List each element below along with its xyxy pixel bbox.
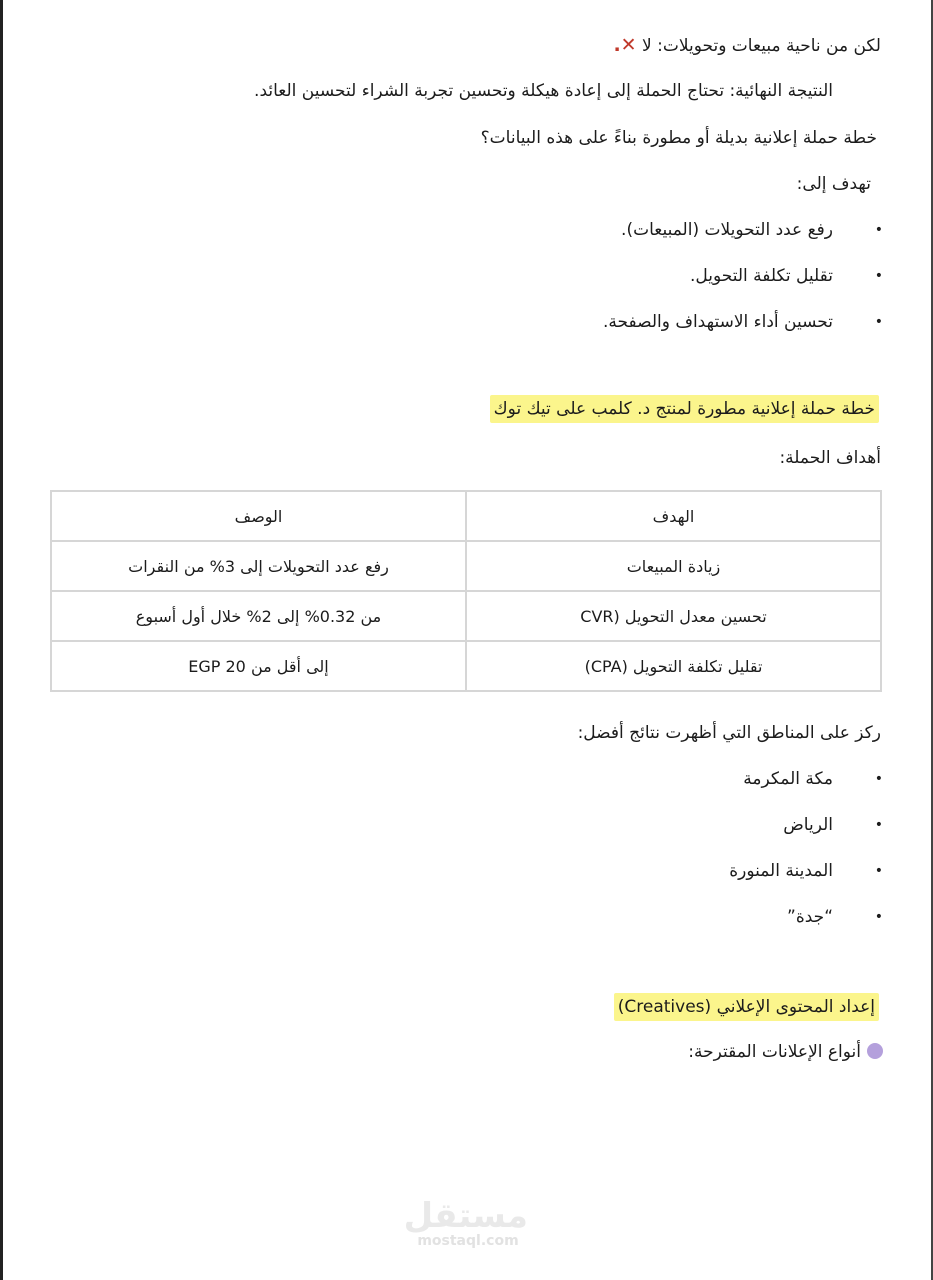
list-item: • “جدة” (729, 905, 833, 929)
table-row (51, 541, 881, 591)
watermark-arabic: مستقل (403, 1196, 528, 1236)
list-item: • تحسين أداء الاستهداف والصفحة. (603, 310, 833, 334)
list-item: • رفع عدد التحويلات (المبيعات). (603, 218, 833, 242)
list-item: • مكة المكرمة (729, 767, 833, 791)
list-item: • تقليل تكلفة التحويل. (603, 264, 833, 288)
ad-types-line: أنواع الإعلانات المقترحة: (688, 1040, 883, 1064)
creatives-heading: إعداد المحتوى الإعلاني (Creatives) (614, 995, 879, 1019)
list-item: • الرياض (729, 813, 833, 837)
goals-table (50, 490, 882, 692)
table-header-row (51, 491, 881, 541)
table-cell: من 0.32% إلى 2% خلال أول أسبوع (51, 591, 466, 641)
watermark-url: mostaql.com (417, 1233, 519, 1249)
table-header-description: الوصف (51, 491, 466, 541)
alt-plan-question: خطة حملة إعلانية بديلة أو مطورة بناءً على هذه البيانات؟ (480, 128, 877, 148)
watermark-logo (403, 1196, 528, 1249)
goals-heading: أهداف الحملة: (779, 448, 881, 468)
table-cell: رفع عدد التحويلات إلى 3% من النقرات (51, 541, 466, 591)
table-header-goal: الهدف (466, 491, 881, 541)
purple-circle-icon (867, 1043, 883, 1059)
final-result-line: النتيجة النهائية: تحتاج الحملة إلى إعادة هيكلة وتحسين تجربة الشراء لتحسين العائد. (254, 81, 833, 101)
red-x-icon: ✕. (613, 34, 637, 56)
regions-heading: ركز على المناطق التي أظهرت نتائج أفضل: (577, 723, 881, 743)
table-cell: تحسين معدل التحويل (CVR (466, 591, 881, 641)
table-cell: إلى أقل من EGP 20 (51, 641, 466, 691)
table-row (51, 591, 881, 641)
aims-heading: تهدف إلى: (796, 174, 871, 194)
table-cell: تقليل تكلفة التحويل (CPA) (466, 641, 881, 691)
table-row (51, 641, 881, 691)
table-cell: زيادة المبيعات (466, 541, 881, 591)
sales-conversion-line: لكن من ناحية مبيعات وتحويلات: لا ✕. (613, 34, 881, 56)
regions-list (729, 767, 833, 951)
plan-heading: خطة حملة إعلانية مطورة لمنتج د. كلمب على تيك توك (490, 397, 879, 421)
aims-list (603, 218, 833, 356)
list-item: • المدينة المنورة (729, 859, 833, 883)
